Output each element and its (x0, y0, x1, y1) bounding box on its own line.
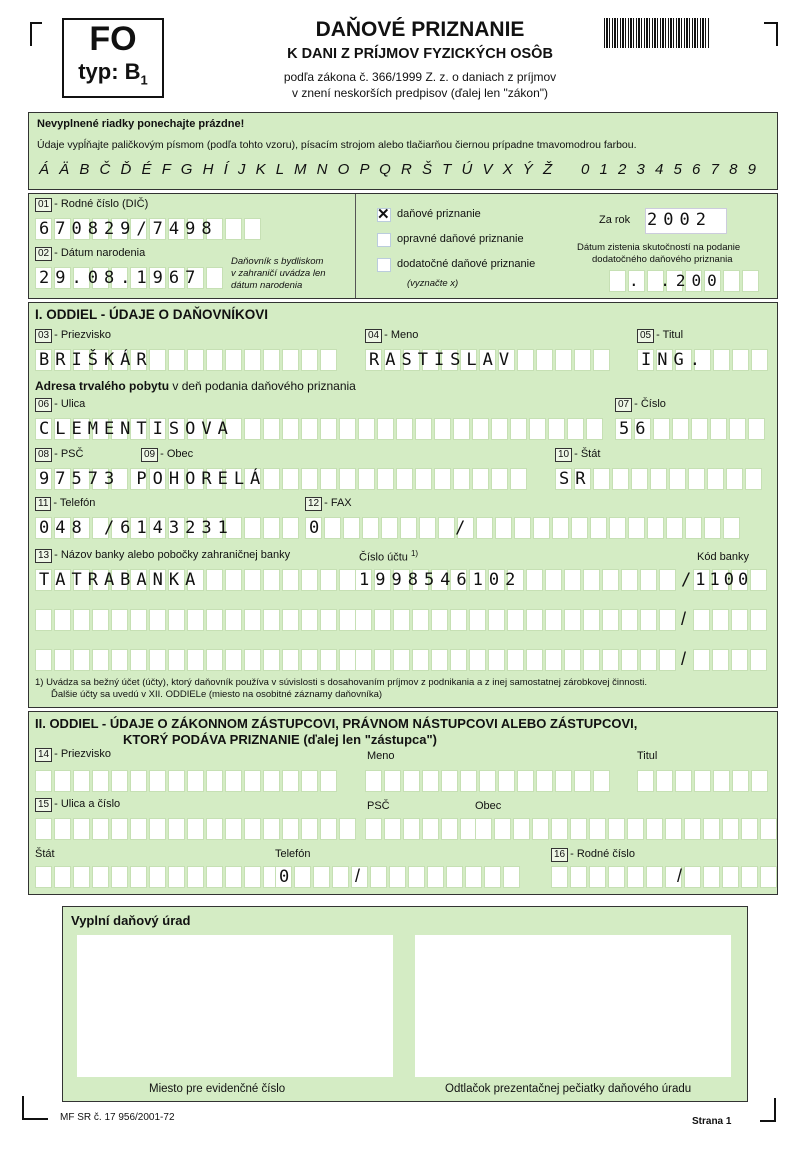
page-number: Strana 1 (692, 1116, 732, 1127)
account-cells-3[interactable] (355, 649, 676, 671)
bank-code-value: /1100 (681, 570, 753, 590)
field-16-slash: / (677, 866, 683, 886)
field-09-label: 09 - Obec (141, 448, 193, 462)
field-10-value: SR (559, 469, 592, 489)
section-2-title-2: KTORÝ PODÁVA PRIZNANIE (ďalej len "zástupca") (123, 732, 437, 747)
field-16-label: 16 - Rodné číslo (551, 848, 635, 862)
field-02-value: 29.08.1967 (39, 268, 202, 288)
badge-type: typ: $B_1$ (78, 59, 148, 88)
field-05-value: ING. (641, 350, 706, 370)
bank-code-cells-2[interactable] (693, 609, 767, 631)
option-corrective-return: opravné daňové priznanie (397, 233, 524, 245)
field-16-cells[interactable] (551, 866, 777, 888)
field-08-label: 08 - PSČ (35, 448, 83, 462)
tax-office-title: Vyplní daňový úrad (71, 913, 191, 928)
option-additional-return: dodatočné daňové priznanie (397, 258, 536, 270)
address-heading: Adresa trvalého pobytu v deň podania daňového priznania (35, 379, 356, 393)
form-type-badge (62, 18, 164, 98)
field-06-label: 06 - Ulica (35, 398, 85, 412)
section-2-panel (28, 711, 778, 895)
page-subtitle: K DANI Z PRÍJMOV FYZICKÝCH OSÔB (287, 46, 553, 62)
meno-label: Meno (367, 750, 395, 762)
stamp-caption: Odtlačok prezentačnej pečiatky daňového úradu (445, 1083, 692, 1095)
psc-label: PSČ (367, 800, 390, 812)
identity-panel (28, 193, 778, 299)
footnote-2: Ďalšie účty sa uvedú v XII. ODDIELe (miesto na osobitné záznamy daňovníka) (51, 689, 383, 700)
stamp-box[interactable] (415, 935, 731, 1077)
footnote-1: 1) Uvádza sa bežný účet (účty), ktorý daňovník používa v súvislosti s dosahovaním príjmov z podnikania a z inej samostatnej zárobkovej činnosti. (35, 677, 647, 688)
titul-label: Titul (637, 750, 658, 762)
corner-mark-bottom-right (760, 1098, 776, 1122)
field-10-label: 10 - Štát (555, 448, 600, 462)
discovery-line-1: Dátum zistenia skutočností na podanie (577, 242, 741, 253)
registration-number-box[interactable] (77, 935, 393, 1077)
account-slash-2: / (681, 609, 687, 629)
instructions-panel (28, 112, 778, 190)
account-value: 1998546102 (359, 570, 522, 590)
foreign-note-2: v zahraničí uvádza len (231, 268, 326, 279)
field-03-value: BRIŠKÁR (39, 350, 153, 370)
discovery-date-value: . .200 (629, 271, 723, 290)
field-05-label: 05 - Titul (637, 329, 683, 343)
stat-label: Štát (35, 848, 55, 860)
bank-code-cells-3[interactable] (693, 649, 767, 671)
section-2-title-1: II. ODDIEL - ÚDAJE O ZÁKONNOM ZÁSTUPCOVI, PRÁVNOM NÁSTUPCOVI ALEBO ZÁSTUPCOVI, (35, 716, 638, 731)
form-code: MF SR č. 17 956/2001-72 (60, 1112, 175, 1123)
barcode (604, 18, 709, 48)
mark-hint: (vyznačte x) (407, 278, 459, 289)
bank-name-cells-2[interactable] (35, 609, 356, 631)
law-line-2: v znení neskorších predpisov (ďalej len "zákon") (291, 86, 549, 100)
field-01-label: 01 - Rodné číslo (DIČ) (35, 198, 148, 212)
field-11-label: 11 - Telefón (35, 497, 95, 511)
field-07-value: 56 (619, 419, 652, 439)
divider (355, 194, 356, 298)
field-08-09-value: 97573 POHORELÁ (39, 469, 267, 489)
obec-label: Obec (475, 800, 502, 812)
corner-mark-top-right (764, 22, 778, 46)
rep-city-cells[interactable] (475, 818, 777, 840)
account-slash-3: / (681, 649, 687, 669)
corner-mark-top-left (30, 22, 42, 46)
field-11-value: 048 /6143231 (39, 518, 234, 538)
field-14-cells[interactable] (35, 770, 337, 792)
field-14-label: 14 - Priezvisko (35, 748, 111, 762)
field-04-label: 04 - Meno (365, 329, 418, 343)
foreign-note-1: Daňovník s bydliskom (231, 256, 324, 267)
sample-digits: 0 1 2 3 4 5 6 7 8 9 (581, 161, 759, 178)
account-label: Číslo účtu $^{1)}$ (359, 549, 419, 564)
rep-phone-prefix: 0 (279, 867, 296, 887)
field-04-value: RASTISLAV (369, 350, 516, 370)
page-title: DAŇOVÉ PRIZNANIE (315, 18, 525, 41)
instructions-text: Údaje vypĺňajte paličkovým písmom (podľa tohto vzoru), písacím strojom alebo tlačiarňou čiernou prípadne tmavomodrou farbou. (37, 139, 637, 151)
rep-phone-slash: / (355, 866, 361, 886)
rep-phone-cells[interactable] (275, 866, 520, 888)
field-01-value: 670829/7498 (39, 219, 218, 239)
sample-alphabet: Á Ä B Č Ď É F G H Í J K L M N O P Q R Š T Ú V X Ý Ž (39, 161, 556, 178)
rep-psc-cells[interactable] (365, 818, 477, 840)
year-label: Za rok (599, 214, 631, 226)
registration-number-caption: Miesto pre evidenčné číslo (149, 1083, 286, 1095)
instructions-title: Nevyplnené riadky ponechajte prázdne! (37, 118, 245, 130)
section-1-title: I. ODDIEL - ÚDAJE O DAŇOVNÍKOVI (35, 307, 269, 322)
discovery-line-2: dodatočného daňového priznania (592, 254, 733, 265)
field-13-value: TATRABANKA (39, 570, 202, 590)
tax-office-panel (62, 906, 748, 1102)
field-03-label: 03 - Priezvisko (35, 329, 111, 343)
rep-country-cells[interactable] (35, 866, 280, 888)
bank-code-label: Kód banky (697, 551, 749, 563)
checkbox-tax-return-mark: ✕ (377, 206, 390, 223)
foreign-note-3: dátum narodenia (231, 280, 303, 291)
phone-label: Telefón (275, 848, 311, 860)
law-line-1: podľa zákona č. 366/1999 Z. z. o daniach z príjmov (283, 70, 557, 84)
section-1-panel (28, 302, 778, 708)
field-07-label: 07 - Číslo (615, 398, 666, 412)
bank-name-cells-3[interactable] (35, 649, 356, 671)
field-12-value: 0 / (309, 518, 472, 538)
rep-title-cells[interactable] (637, 770, 768, 792)
checkbox-additional-return[interactable] (377, 258, 391, 272)
year-value: 2002 (647, 210, 712, 230)
field-12-label: 12 - FAX (305, 497, 352, 511)
field-15-cells[interactable] (35, 818, 356, 840)
field-06-value: CLEMENTISOVA (39, 419, 234, 439)
checkbox-corrective-return[interactable] (377, 233, 391, 247)
field-15-label: 15 - Ulica a číslo (35, 798, 120, 812)
field-13-label: 13 - Názov banky alebo pobočky zahraničnej banky (35, 549, 290, 563)
option-tax-return: daňové priznanie (397, 208, 481, 220)
badge-fo: FO (89, 20, 137, 58)
field-02-label: 02 - Dátum narodenia (35, 247, 145, 261)
corner-mark-bottom-left (22, 1096, 48, 1120)
rep-name-cells[interactable] (365, 770, 610, 792)
account-cells-2[interactable] (355, 609, 676, 631)
